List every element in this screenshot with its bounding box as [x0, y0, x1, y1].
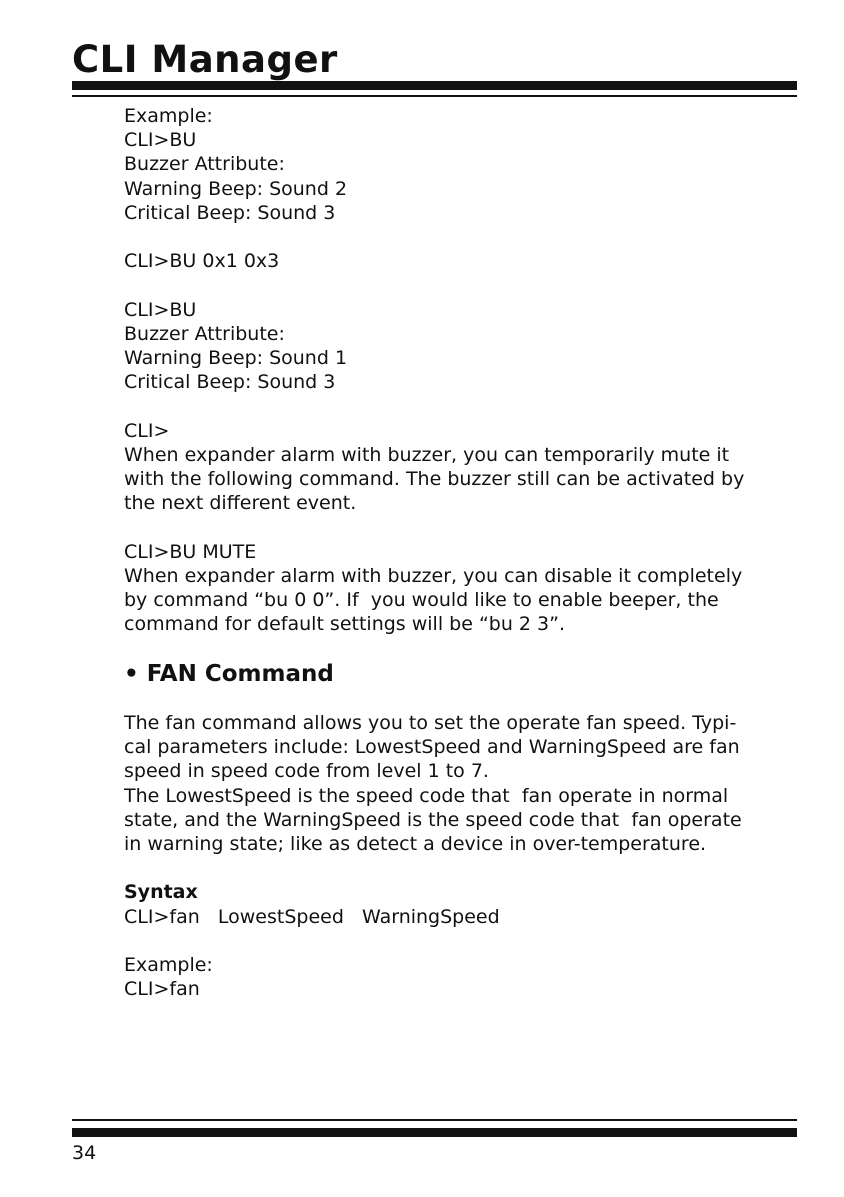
text-line: Buzzer Attribute: — [124, 153, 285, 176]
text-line: speed in speed code from level 1 to 7. — [124, 760, 489, 783]
blank-line — [124, 273, 794, 297]
buzzer-example-block — [124, 104, 794, 636]
blank-line — [124, 515, 794, 539]
section-heading-fan-command — [124, 656, 334, 692]
text-line: the next different event. — [124, 492, 357, 515]
text-line: Warning Beep: Sound 1 — [124, 347, 348, 369]
text-line: in warning state; like as detect a device in over-temperature. — [124, 833, 707, 856]
text-line: The LowestSpeed is the speed code that fan operate in normal — [124, 784, 729, 807]
text-line: Buzzer Attribute: — [124, 322, 285, 345]
syntax-label: Syntax — [124, 881, 198, 904]
section-heading-label: FAN Command — [146, 661, 334, 687]
page-number: 34 — [72, 1142, 97, 1164]
text-line: CLI>BU 0x1 0x3 — [124, 250, 280, 273]
text-line: Critical Beep: Sound 3 — [124, 201, 336, 224]
fan-example-label: Example: — [124, 954, 213, 976]
text-line: command for default settings will be “bu 2 3”. — [124, 613, 566, 636]
page-title: CLI Manager — [72, 38, 338, 81]
text-line: with the following command. The buzzer still can be activated by — [124, 468, 745, 490]
blank-line — [124, 929, 794, 953]
fan-command-description — [124, 711, 794, 1001]
text-line: cal parameters include: LowestSpeed and WarningSpeed are fan — [124, 736, 740, 759]
header-rule-thick — [72, 81, 797, 90]
footer-rule-thick — [72, 1128, 797, 1137]
bullet-icon: • — [124, 661, 139, 687]
text-line: CLI>BU MUTE — [124, 540, 257, 563]
text-line: When expander alarm with buzzer, you can disable it completely — [124, 564, 743, 587]
syntax-command: CLI>fan LowestSpeed WarningSpeed — [124, 905, 500, 928]
text-line: CLI>BU — [124, 298, 197, 321]
fan-example-command: CLI>fan — [124, 978, 200, 1001]
blank-line — [124, 856, 794, 880]
text-line: Example: — [124, 105, 213, 127]
text-line: The fan command allows you to set the operate fan speed. Typi- — [124, 712, 737, 734]
text-line: Warning Beep: Sound 2 — [124, 177, 348, 200]
text-line: state, and the WarningSpeed is the speed code that fan operate — [124, 808, 742, 831]
blank-line — [124, 225, 794, 249]
blank-line — [124, 394, 794, 418]
header-rule-thin — [72, 95, 797, 97]
text-line: When expander alarm with buzzer, you can temporarily mute it — [124, 443, 730, 466]
text-line: Critical Beep: Sound 3 — [124, 371, 336, 394]
text-line: CLI> — [124, 419, 170, 442]
text-line: CLI>BU — [124, 129, 197, 152]
text-line: by command “bu 0 0”. If you would like to enable beeper, the — [124, 589, 719, 611]
footer-rule-thin — [72, 1119, 797, 1121]
